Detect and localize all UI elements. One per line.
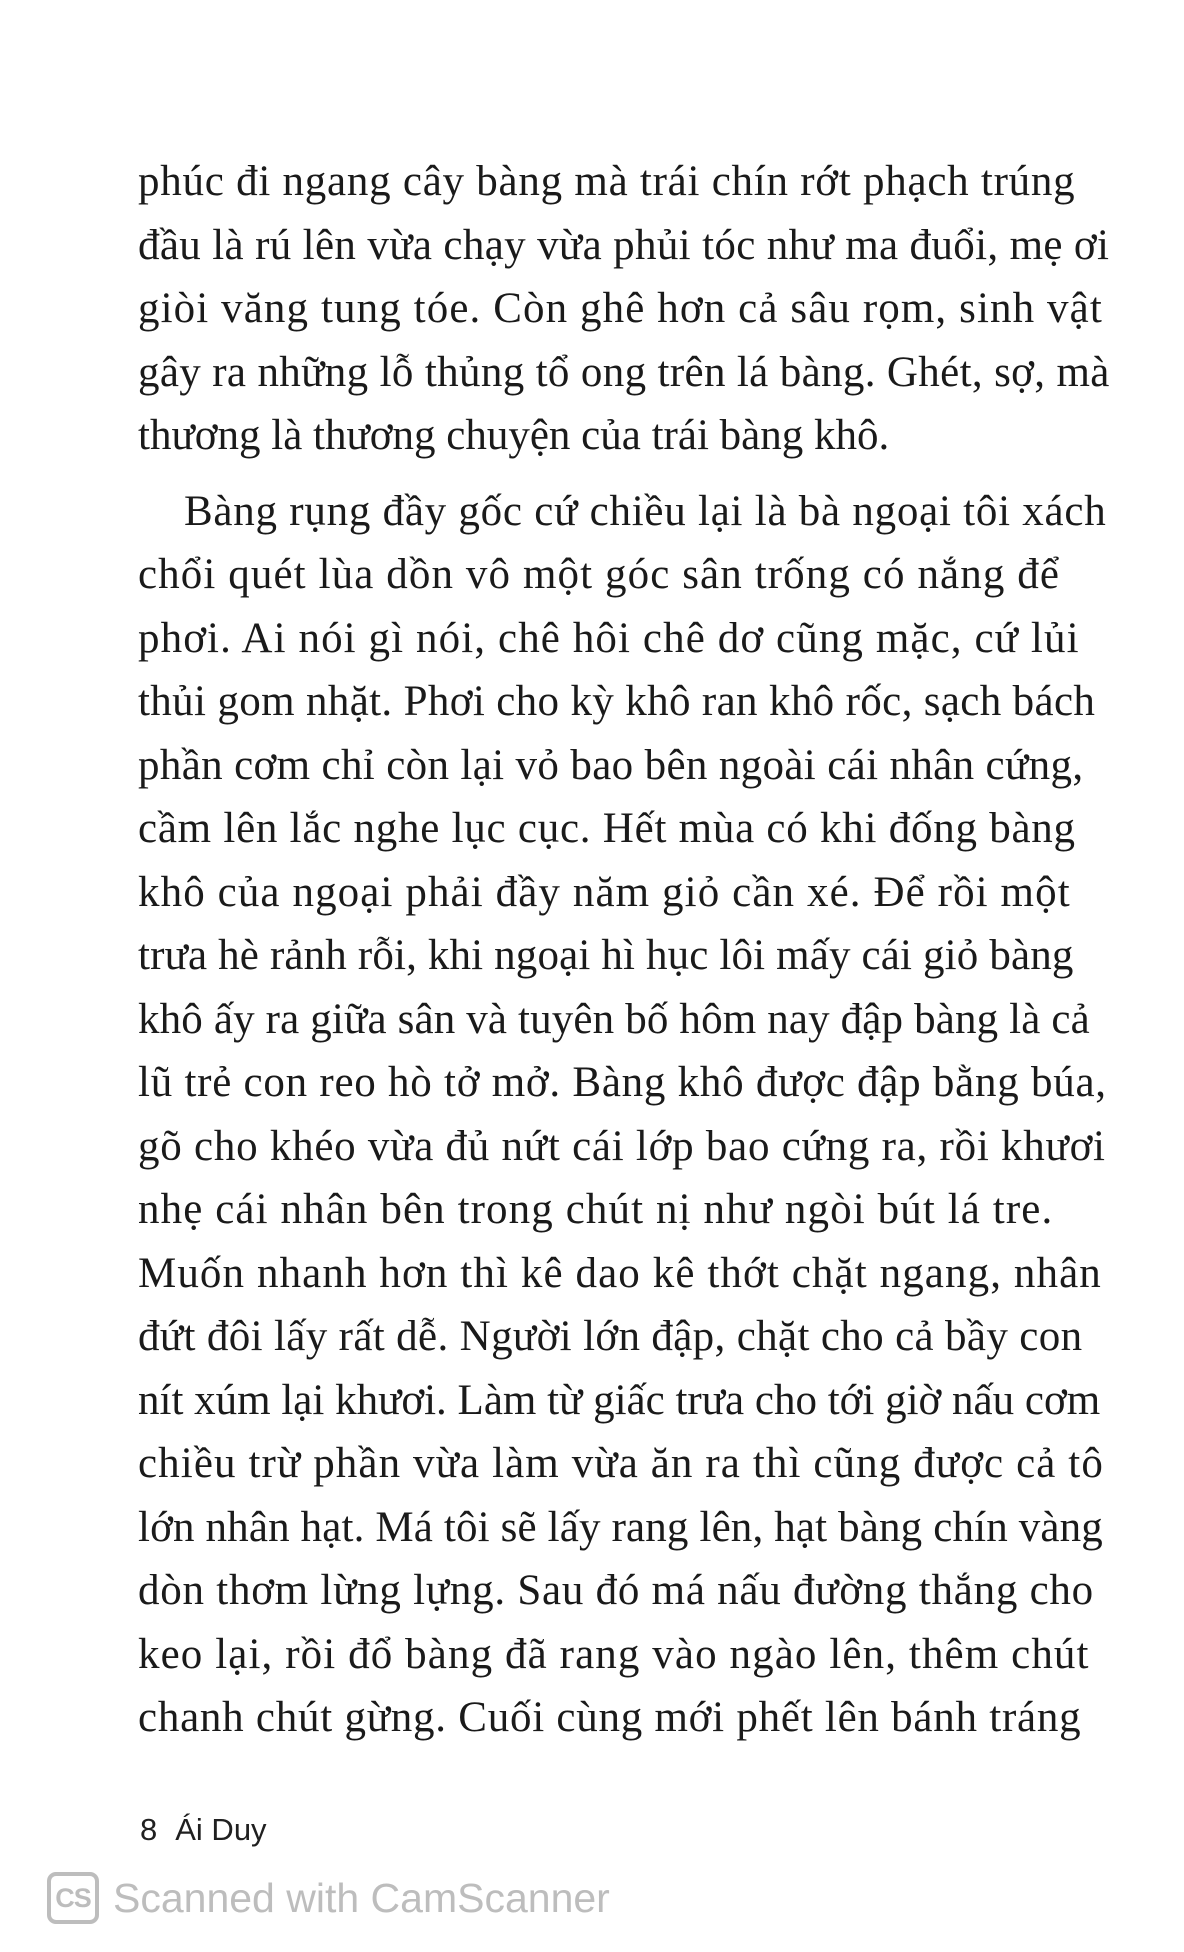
text-line: nít xúm lại khươi. Làm từ giấc trưa cho tới giờ nấu cơm — [138, 1376, 1101, 1424]
text-line: khô của ngoại phải đầy năm giỏ cần xé. Để rồi một — [138, 868, 1071, 916]
text-line: thương là thương chuyện của trái bàng khô. — [138, 412, 890, 459]
paragraph-spacing — [138, 468, 1098, 480]
text-line: dòn thơm lừng lựng. Sau đó má nấu đường thắng cho — [138, 1567, 1094, 1614]
text-line: phúc đi ngang cây bàng mà trái chín rớt phạch trúng — [138, 158, 1076, 205]
text-line: lớn nhân hạt. Má tôi sẽ lấy rang lên, hạt bàng chín vàng — [138, 1503, 1103, 1551]
text-line: trưa hè rảnh rỗi, khi ngoại hì hục lôi mấy cái giỏ bàng — [138, 932, 1074, 979]
text-line: đứt đôi lấy rất dễ. Người lớn đập, chặt cho cả bầy con — [138, 1313, 1083, 1360]
body-text — [138, 150, 1110, 1750]
text-line: keo lại, rồi đổ bàng đã rang vào ngào lên, thêm chút — [138, 1630, 1090, 1678]
camscanner-logo-icon: CS — [47, 1872, 99, 1924]
text-line: nhẹ cái nhân bên trong chút nị như ngòi bút lá tre. — [138, 1186, 1054, 1233]
page-number: 8 — [140, 1812, 158, 1847]
scanner-watermark — [47, 1868, 610, 1928]
text-line: Bàng rụng đầy gốc cứ chiều lại là bà ngoại tôi xách — [184, 487, 1107, 535]
text-line: phơi. Ai nói gì nói, chê hôi chê dơ cũng mặc, cứ lủi — [138, 614, 1080, 662]
watermark-text: Scanned with CamScanner — [113, 1874, 610, 1921]
text-line: giòi văng tung tóe. Còn ghê hơn cả sâu rọm, sinh vật — [138, 285, 1103, 332]
text-line: chanh chút gừng. Cuối cùng mới phết lên bánh tráng — [138, 1694, 1082, 1741]
text-line: gây ra những lỗ thủng tổ ong trên lá bàng. Ghét, sợ, mà — [138, 348, 1110, 396]
text-line: khô ấy ra giữa sân và tuyên bố hôm nay đập bàng là cả — [138, 995, 1090, 1043]
text-line: đầu là rú lên vừa chạy vừa phủi tóc như ma đuổi, mẹ ơi — [138, 221, 1110, 269]
author-name: Ái Duy — [175, 1812, 267, 1847]
page-footer — [140, 1812, 267, 1848]
text-line: gõ cho khéo vừa đủ nứt cái lớp bao cứng ra, rồi khươi — [138, 1122, 1106, 1170]
text-line: Muốn nhanh hơn thì kê dao kê thớt chặt ngang, nhân — [138, 1249, 1102, 1297]
text-line: chiều trừ phần vừa làm vừa ăn ra thì cũng được cả tô — [138, 1440, 1104, 1487]
text-line: thủi gom nhặt. Phơi cho kỳ khô ran khô rốc, sạch bách — [138, 678, 1096, 725]
text-line: lũ trẻ con reo hò tở mở. Bàng khô được đập bằng búa, — [138, 1059, 1107, 1106]
text-line: chổi quét lùa dồn vô một góc sân trống có nắng để — [138, 551, 1061, 598]
paragraph-2 — [138, 480, 1107, 1750]
text-line: phần cơm chỉ còn lại vỏ bao bên ngoài cái nhân cứng, — [138, 741, 1084, 789]
paragraph-1 — [138, 150, 1110, 468]
text-line: cầm lên lắc nghe lục cục. Hết mùa có khi đống bàng — [138, 805, 1076, 852]
